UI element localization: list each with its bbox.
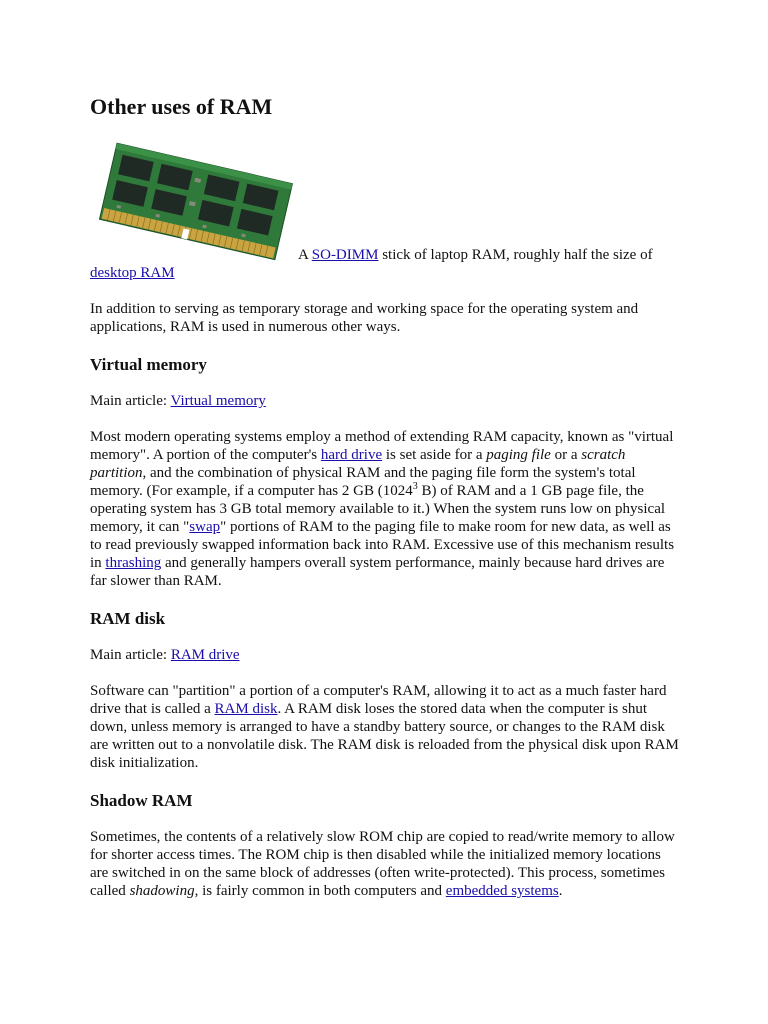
- text-segment: , is fairly common in both computers and: [194, 883, 446, 899]
- figure-with-caption: [90, 138, 682, 282]
- paging-file-term: paging file: [486, 447, 551, 463]
- shadowing-term: shadowing: [129, 883, 195, 899]
- page-title: Other uses of RAM: [90, 94, 273, 119]
- ram-disk-link[interactable]: RAM disk: [214, 701, 278, 717]
- superscript-3: 3: [412, 481, 418, 492]
- text-segment: and generally hampers overall system performance, mainly because hard drives are far slower than RAM.: [90, 555, 665, 589]
- ram-drive-link[interactable]: RAM drive: [170, 647, 240, 663]
- virtual-memory-main-article: [90, 392, 682, 410]
- hard-drive-link[interactable]: hard drive: [320, 447, 383, 463]
- swap-link[interactable]: swap: [189, 519, 221, 535]
- text-segment: Sometimes, the contents of a relatively slow ROM chip are copied to read/write memory to allow for shorter access times. The ROM chip is then disabled while the initialized memory locations are switched in on the same block of addresses (often write-protected). This process, sometimes called: [90, 829, 675, 899]
- ram-stick-image: [90, 138, 298, 264]
- shadow-ram-heading: Shadow RAM: [90, 791, 193, 810]
- desktop-ram-link[interactable]: desktop RAM: [90, 265, 175, 281]
- embedded-systems-link[interactable]: embedded systems: [445, 883, 559, 899]
- text-segment: Most modern operating systems employ a method of extending RAM capacity, known as "virtual memory". A portion of the computer's: [90, 429, 674, 463]
- virtual-memory-link[interactable]: Virtual memory: [170, 393, 266, 409]
- virtual-memory-paragraph: [90, 428, 682, 590]
- ram-disk-heading: RAM disk: [90, 609, 166, 628]
- intro-paragraph: In addition to serving as temporary storage and working space for the operating system and applications, RAM is used in numerous other ways.: [90, 301, 639, 335]
- text-segment: . A RAM disk loses the stored data when the computer is shut down, unless memory is arranged to have a standby battery source, or changes to the RAM disk are written out to a nonvolatile disk. The RAM disk is reloaded from the physical disk upon RAM disk initialization.: [90, 701, 679, 771]
- text-segment: , and the combination of physical RAM and the paging file form the system's total memory. (For example, if a computer has 2 GB (1024: [90, 465, 636, 499]
- text-segment: " portions of RAM to the paging file to make room for new data, as well as to read previously swapped information back into RAM. Excessive use of this mechanism results in: [90, 519, 675, 571]
- virtual-memory-heading: Virtual memory: [90, 355, 207, 374]
- figure-caption-middle: stick of laptop RAM, roughly half the size of: [378, 247, 653, 263]
- text-segment: is set aside for a: [382, 447, 487, 463]
- shadow-ram-paragraph: [90, 828, 682, 900]
- main-article-label: Main article:: [90, 647, 171, 663]
- ram-disk-main-article: [90, 646, 682, 664]
- main-article-label: Main article:: [90, 393, 171, 409]
- text-segment: .: [558, 883, 563, 899]
- thrashing-link[interactable]: thrashing: [105, 555, 162, 571]
- sodimm-link[interactable]: SO-DIMM: [311, 247, 379, 263]
- text-segment: B) of RAM and a 1 GB page file, the operating system has 3 GB total memory available to it.) When the system runs low on physical memory, it can ": [90, 483, 666, 535]
- text-segment: Software can "partition" a portion of a computer's RAM, allowing it to act as a much faster hard drive that is called a: [90, 683, 667, 717]
- ram-disk-paragraph: [90, 682, 682, 772]
- figure-caption-prefix: A: [298, 247, 312, 263]
- text-segment: or a: [550, 447, 582, 463]
- article: [90, 92, 682, 900]
- scratch-partition-term: scratch partition: [90, 447, 626, 481]
